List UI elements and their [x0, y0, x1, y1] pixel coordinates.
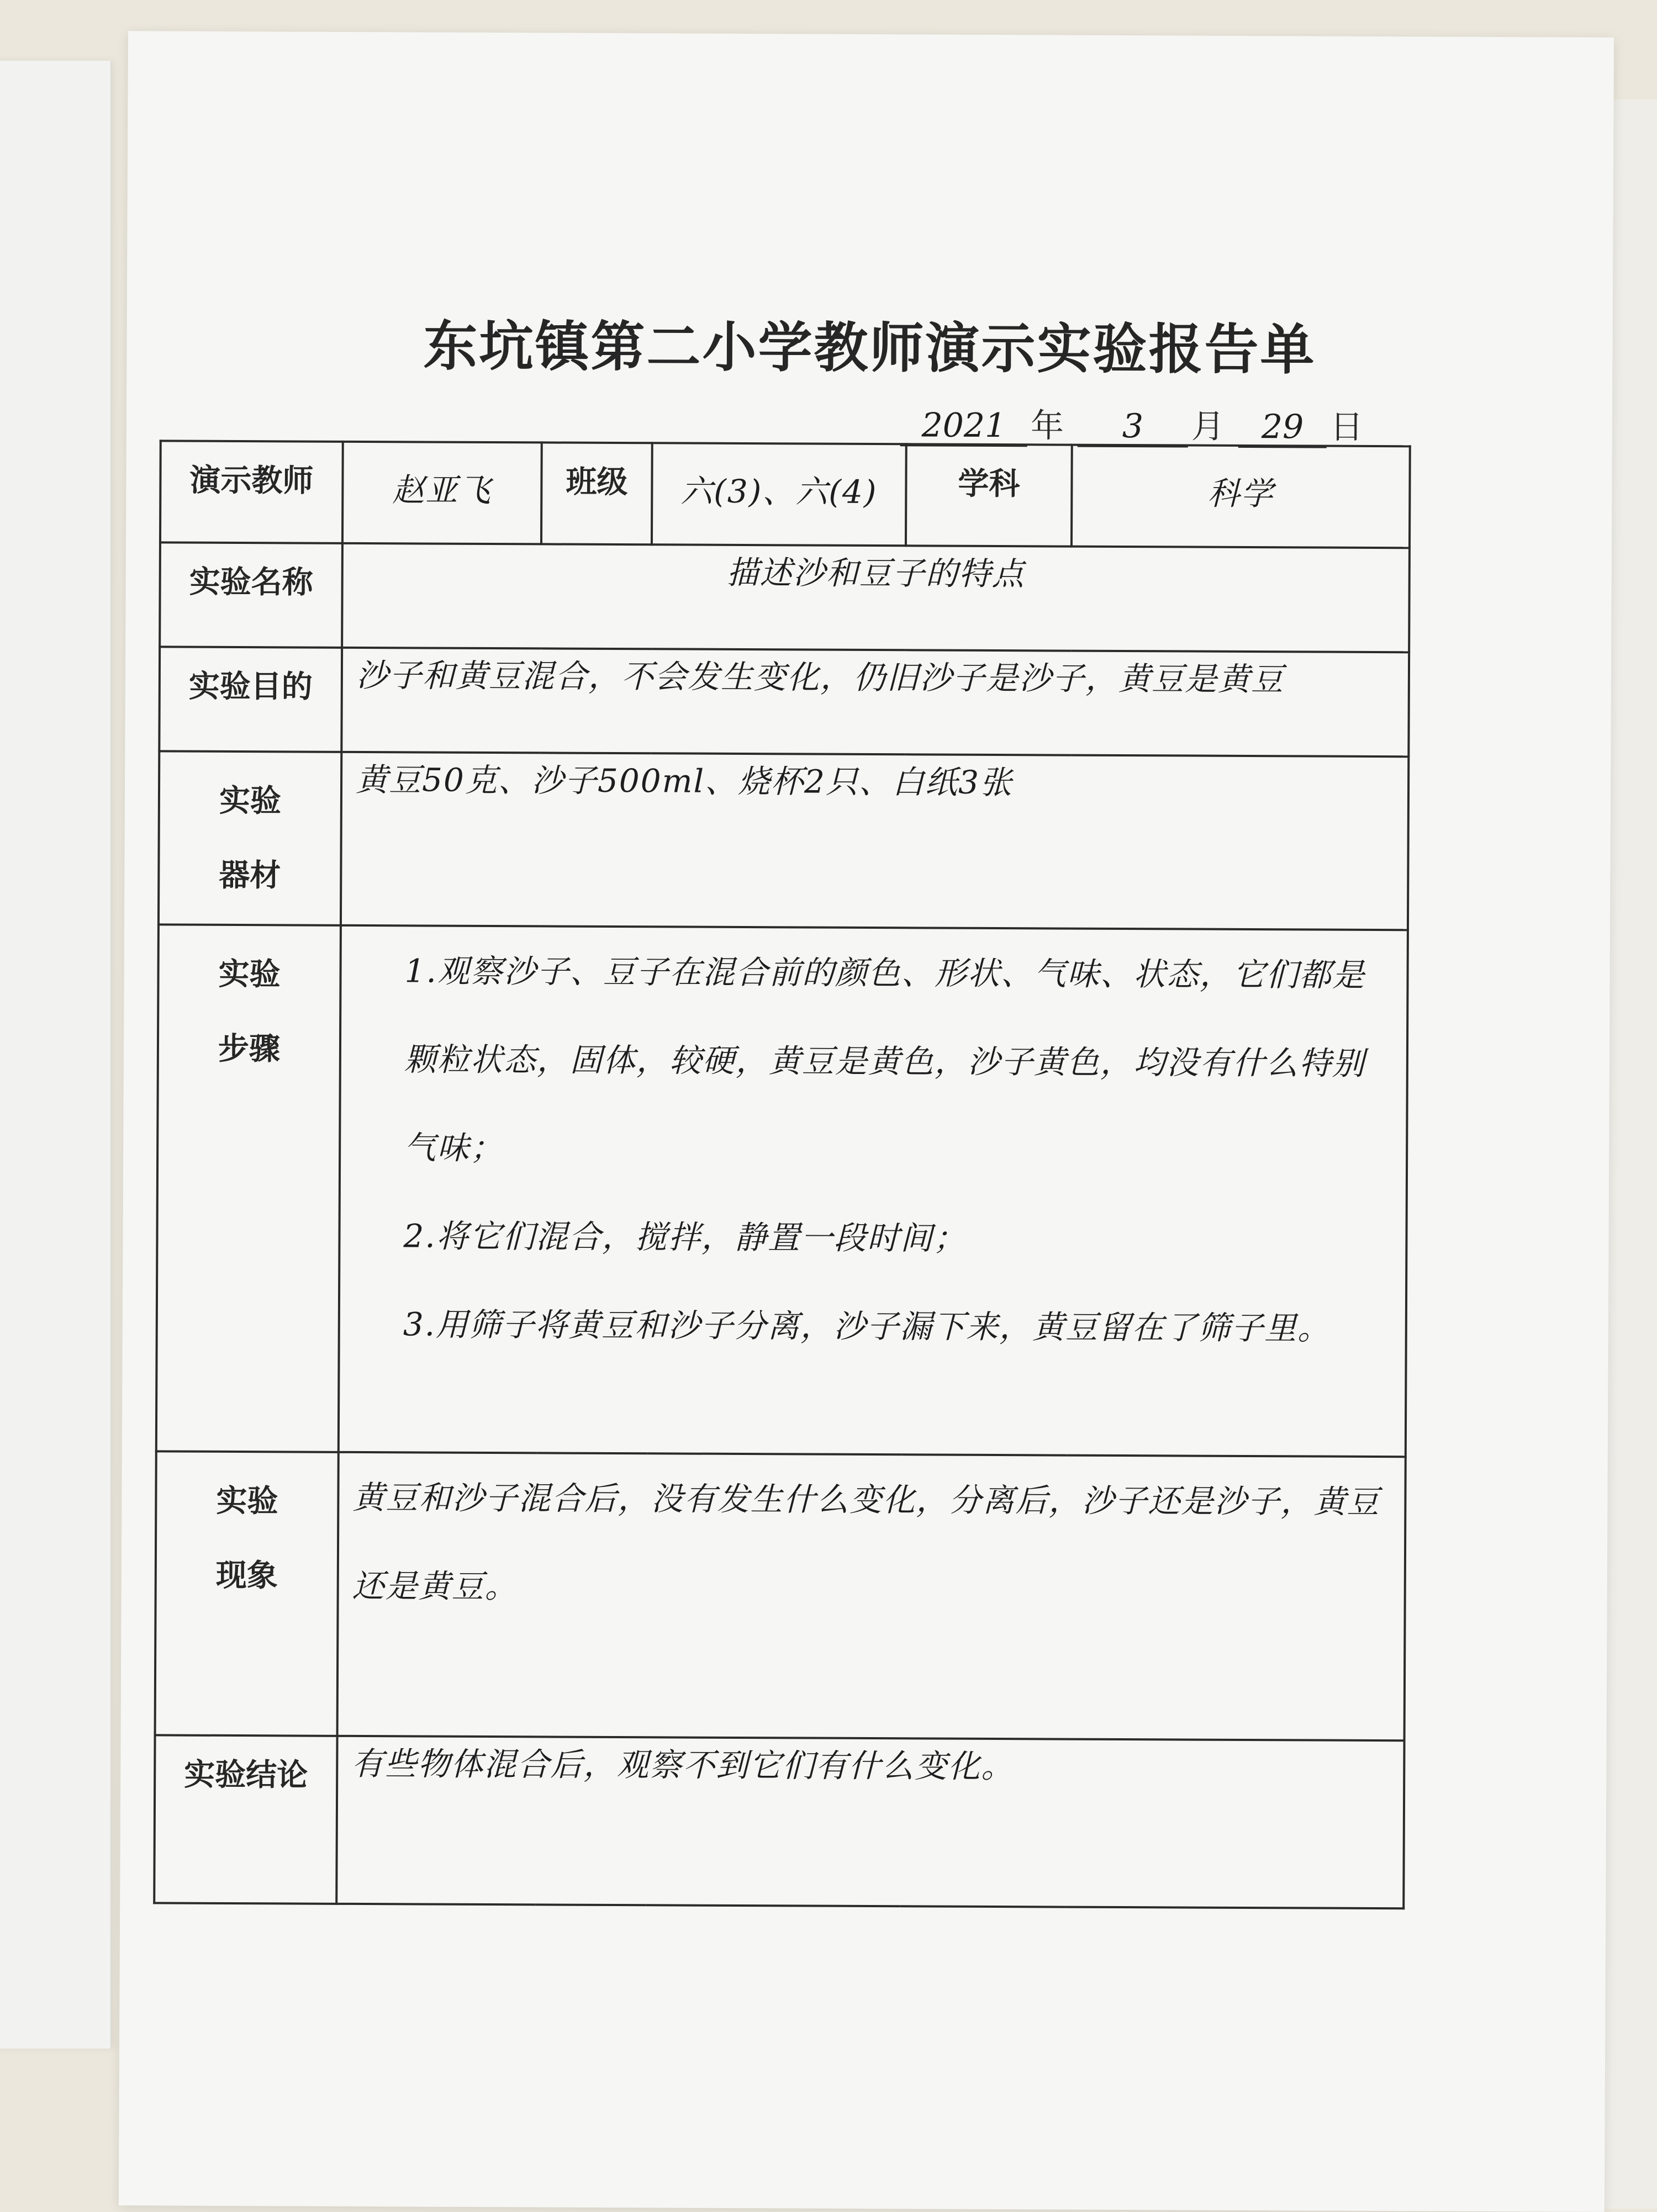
steps-row [156, 924, 1408, 1457]
subject-value: 科学 [1072, 445, 1410, 548]
materials-label-line2: 器材 [219, 857, 281, 894]
date-line [897, 399, 1364, 448]
purpose-row [159, 647, 1409, 756]
class-label: 班级 [541, 442, 652, 544]
subject-label: 学科 [906, 444, 1072, 546]
phenomenon-row [155, 1451, 1406, 1740]
date-month-suffix: 月 [1191, 407, 1225, 446]
materials-row [159, 751, 1408, 930]
experiment-name-row [160, 542, 1410, 652]
phenomenon-label [155, 1451, 339, 1735]
experiment-name-value: 描述沙和豆子的特点 [342, 543, 1410, 652]
report-title: 东坑镇第二小学教师演示实验报告单 [423, 314, 1316, 382]
report-sheet [119, 31, 1614, 2212]
date-month: 3 [1078, 407, 1188, 448]
materials-value: 黄豆50克、沙子500ml、烧杯2只、白纸3张 [341, 752, 1408, 930]
date-day: 29 [1238, 408, 1327, 448]
teacher-value: 赵亚飞 [342, 442, 542, 544]
step-item: 2.将它们混合，搅拌，静置一段时间； [403, 1217, 967, 1257]
background-sheet-left [0, 61, 111, 2049]
phenomenon-label-line2: 现象 [215, 1557, 278, 1594]
materials-label-line1: 实验 [219, 782, 282, 819]
step-item: 3.用筛子将黄豆和沙子分离，沙子漏下来，黄豆留在了筛子里。 [403, 1305, 1331, 1347]
date-day-suffix: 日 [1329, 408, 1364, 447]
teacher-label: 演示教师 [160, 441, 343, 543]
purpose-label: 实验目的 [159, 647, 342, 752]
experiment-name-label: 实验名称 [160, 542, 342, 647]
steps-value [339, 925, 1408, 1457]
conclusion-label: 实验结论 [154, 1735, 337, 1903]
date-year: 2021 [900, 406, 1027, 447]
conclusion-value: 有些物体混合后，观察不到它们有什么变化。 [336, 1736, 1404, 1908]
phenomenon-value: 黄豆和沙子混合后，没有发生什么变化，分离后，沙子还是沙子，黄豆还是黄豆。 [337, 1452, 1406, 1740]
phenomenon-label-line1: 实验 [216, 1483, 278, 1520]
purpose-value: 沙子和黄豆混合，不会发生变化，仍旧沙子是沙子，黄豆是黄豆 [341, 648, 1409, 756]
step-item: 1.观察沙子、豆子在混合前的颜色、形状、气味、状态，它们都是颗粒状态，固体，较硬，黄豆是黄色，沙子黄色，均没有什么特别气味； [404, 952, 1366, 1167]
steps-label-line1: 实验 [218, 956, 281, 993]
conclusion-row [154, 1735, 1404, 1908]
steps-label [156, 924, 341, 1452]
steps-label-line2: 步骤 [218, 1030, 281, 1067]
class-value: 六(3)、六(4) [652, 443, 906, 546]
report-table [153, 440, 1411, 1909]
header-row [160, 441, 1410, 548]
date-year-suffix: 年 [1030, 406, 1064, 446]
materials-label [159, 751, 341, 925]
